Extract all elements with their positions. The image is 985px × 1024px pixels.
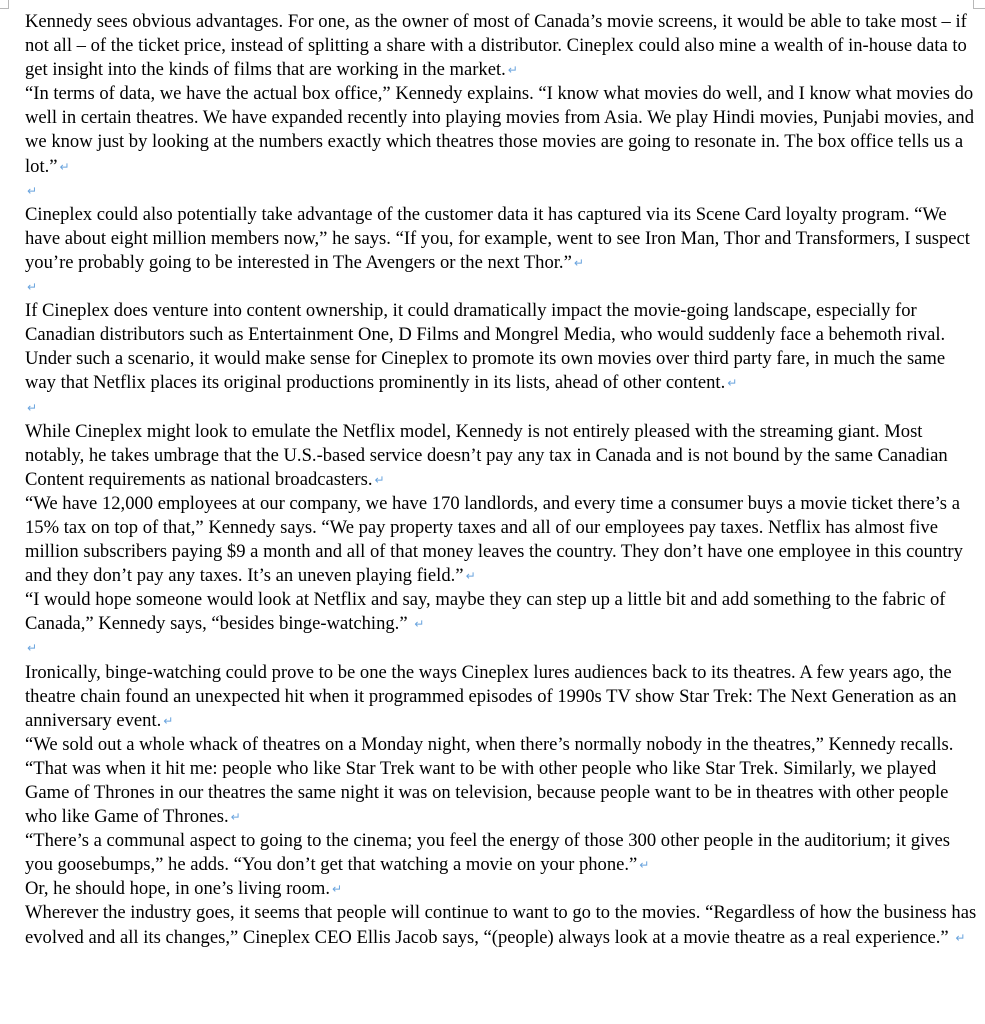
paragraph <box>25 82 980 178</box>
paragraph-mark-icon: ↵ <box>163 713 174 728</box>
paragraph <box>25 661 980 733</box>
paragraph-mark-icon: ↵ <box>507 63 518 78</box>
paragraph <box>25 733 980 829</box>
empty-paragraph <box>25 636 980 660</box>
paragraph <box>25 829 980 877</box>
empty-paragraph <box>25 179 980 203</box>
paragraph <box>25 10 980 82</box>
paragraph-text: Or, he should hope, in one’s living room. <box>25 878 330 900</box>
paragraph-mark-icon: ↵ <box>955 930 966 945</box>
paragraph-text: Wherever the industry goes, it seems that people will continue to want to go to the movies. “Regardless of how the business has evolved and all its changes,” Cineplex CEO Ellis Jacob says, “(people) always look at a movie theatre as a real experience.” <box>25 902 977 948</box>
paragraph <box>25 203 980 275</box>
paragraph-mark-icon: ↵ <box>573 255 584 270</box>
paragraph <box>25 877 980 901</box>
page-corner-mark-left <box>0 0 9 9</box>
paragraph-mark-icon: ↵ <box>27 280 38 295</box>
paragraph-mark-icon: ↵ <box>332 882 343 897</box>
paragraph <box>25 492 980 588</box>
paragraph-mark-icon: ↵ <box>374 472 385 487</box>
paragraph-mark-icon: ↵ <box>27 400 38 415</box>
paragraph-text: “There’s a communal aspect to going to the cinema; you feel the energy of those 300 other people in the auditorium; it gives you goosebumps,” he adds. “You don’t get that watching a movie on your phone.” <box>25 830 950 876</box>
paragraph-text: If Cineplex does venture into content ownership, it could dramatically impact the movie-going landscape, especially for Canadian distributors such as Entertainment One, D Films and Mongrel Media, who would suddenly face a behemoth rival. Under such a scenario, it would make sense for Cineplex to promote its own movies over third party fare, in much the same way that Netflix places its original productions prominently in its lists, ahead of other content. <box>25 300 946 394</box>
paragraph-text: Ironically, binge-watching could prove to be one the ways Cineplex lures audiences back to its theatres. A few years ago, the theatre chain found an unexpected hit when it programmed episodes of 1990s TV show Star Trek: The Next Generation as an anniversary event. <box>25 661 957 731</box>
empty-paragraph <box>25 275 980 299</box>
paragraph-mark-icon: ↵ <box>27 641 38 656</box>
paragraph-text: Kennedy sees obvious advantages. For one, as the owner of most of Canada’s movie screens, it would be able to take most – if not all – of the ticket price, instead of splitting a share with a distributor. Cineplex could also mine a wealth of in-house data to get insight into the kinds of films that are working in the market. <box>25 11 967 81</box>
paragraph <box>25 588 980 636</box>
empty-paragraph <box>25 396 980 420</box>
paragraph-mark-icon: ↵ <box>230 810 241 825</box>
paragraph-text: While Cineplex might look to emulate the Netflix model, Kennedy is not entirely pleased with the streaming giant. Most notably, he takes umbrage that the U.S.-based service doesn’t pay any tax in Canada and is not bound by the same Canadian Content requirements as national broadcasters. <box>25 420 948 490</box>
paragraph-text: Cineplex could also potentially take advantage of the customer data it has captured via its Scene Card loyalty program. “We have about eight million members now,” he says. “If you, for example, went to see Iron Man, Thor and Transformers, I suspect you’re probably going to be interested in The Avengers or the next Thor.” <box>25 203 970 273</box>
paragraph <box>25 901 980 949</box>
paragraph-text: “We have 12,000 employees at our company, we have 170 landlords, and every time a consumer buys a movie ticket there’s a 15% tax on top of that,” Kennedy says. “We pay property taxes and all of our employees pay taxes. Netflix has almost five million subscribers paying $9 a month and all of that money leaves the country. They don’t have one employee in this country and they don’t pay any taxes. It’s an uneven playing field.” <box>25 492 963 587</box>
paragraph-mark-icon: ↵ <box>414 617 425 632</box>
paragraph-text: “In terms of data, we have the actual box office,” Kennedy explains. “I know what movies do well, and I know what movies do well in certain theatres. We have expanded recently into playing movies from Asia. We play Hindi movies, Punjabi movies, and we know just by looking at the numbers exactly which theatres those movies are going to resonate in. The box office tells us a lot.” <box>25 83 975 177</box>
paragraph-mark-icon: ↵ <box>27 183 38 198</box>
paragraph-mark-icon: ↵ <box>465 569 476 584</box>
document-body[interactable] <box>25 10 980 950</box>
paragraph <box>25 420 980 492</box>
paragraph-text: “We sold out a whole whack of theatres on a Monday night, when there’s normally nobody in the theatres,” Kennedy recalls. “That was when it hit me: people who like Star Trek want to be with other people who like Star Trek. Similarly, we played Game of Thrones in our theatres the same night it was on television, because people want to be in theatres with other people who like Game of Thrones. <box>25 733 954 828</box>
paragraph-text: “I would hope someone would look at Netflix and say, maybe they can step up a little bit and add something to the fabric of Canada,” Kennedy says, “besides binge-watching.” <box>25 589 946 635</box>
paragraph-mark-icon: ↵ <box>59 159 70 174</box>
paragraph <box>25 299 980 395</box>
paragraph-mark-icon: ↵ <box>639 858 650 873</box>
page-corner-mark-right <box>973 0 985 9</box>
paragraph-mark-icon: ↵ <box>727 376 738 391</box>
